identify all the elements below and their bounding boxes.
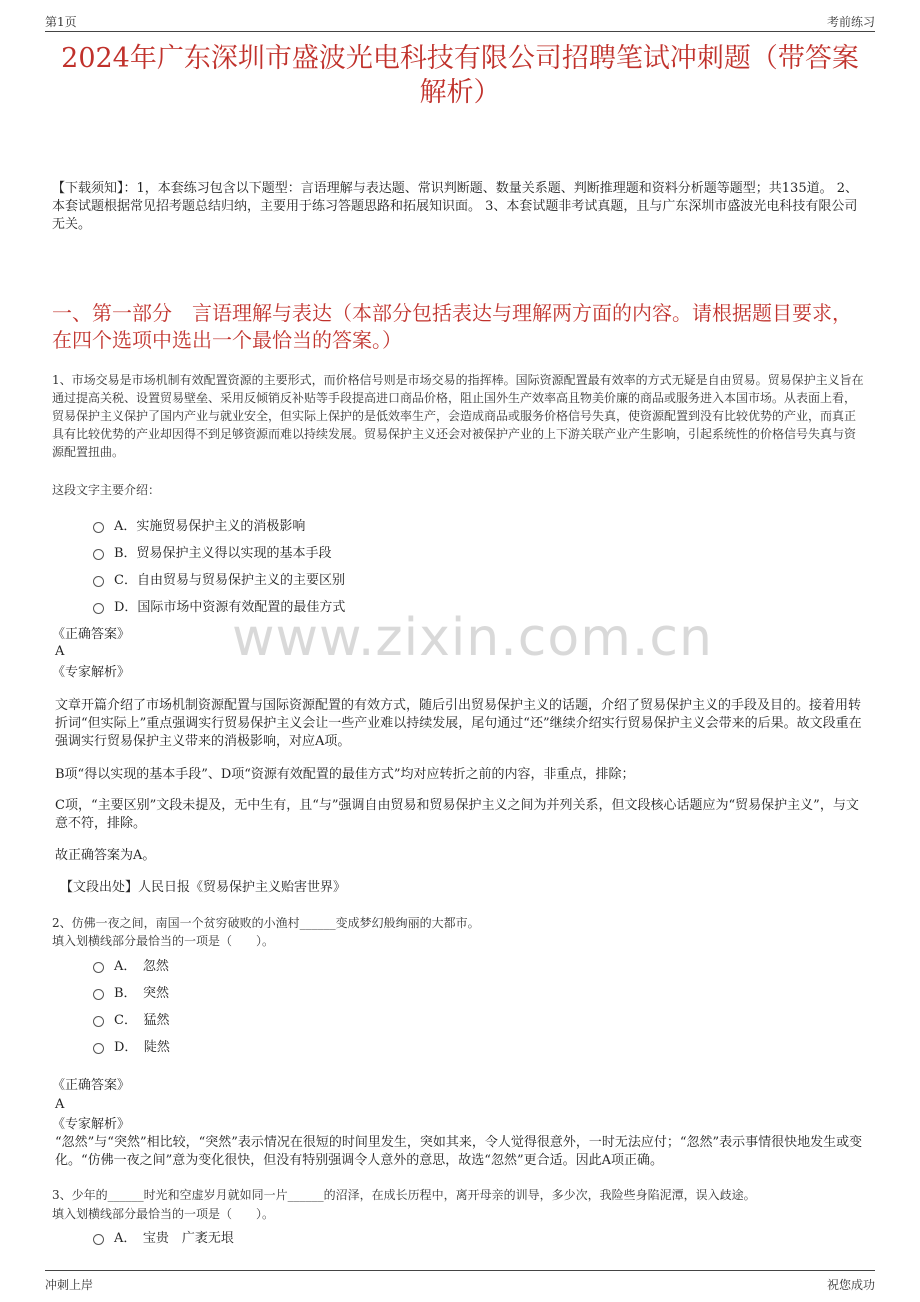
radio-icon[interactable] [93,1016,104,1027]
q3-option-a[interactable] [93,1227,234,1246]
q1-analysis-label: 《专家解析》 [52,665,131,680]
q1-analysis-3: C项，“主要区别”文段未提及，无中生有，且“与”强调自由贸易和贸易保护主义之间为并列关系，但文段核心话题应为“贸易保护主义”，与文意不符，排除。 [55,798,859,831]
q1-option-c[interactable] [93,569,345,588]
q1-answer-label: 《正确答案》 [52,627,131,642]
q1-source: 【文段出处】人民日报《贸易保护主义贻害世界》 [60,880,347,895]
radio-icon[interactable] [93,1043,104,1054]
q1-stem: 1、市场交易是市场机制有效配置资源的主要形式，而价格信号则是市场交易的指挥棒。国际资源配置最有效率的方式无疑是自由贸易。贸易保护主义旨在通过提高关税、设置贸易壁垒、采用反倾销反补贴等手段提高进口商品价格，阻止国外生产效率高且物美价廉的商品或服务进入本国市场。从表面上看，贸易保护主义保护了国内产业与就业安全，但实际上保护的是低效率生产，会造成商品或服务价格信号失真，使资源配置到没有比较优势的产业，而真正具有比较优势的产业却因得不到足够资源而难以持续发展。贸易保护主义还会对被保护产业的上下游关联产业产生影响，引起系统性的价格信号失真与资源配置扭曲。 [52,373,864,459]
q2-answer-label: 《正确答案》 [52,1078,131,1093]
option-label: A． 宝贵 广袤无垠 [114,1231,234,1246]
q1-analysis-2: B项“得以实现的基本手段”、D项“资源有效配置的最佳方式”均对应转折之前的内容，非重点，排除； [55,767,635,782]
page-header [45,11,875,32]
q1-question: 这段文字主要介绍： [52,483,161,497]
q2-option-b[interactable] [93,982,169,1001]
footer-left: 冲刺上岸 [45,1278,94,1292]
q2-option-a[interactable] [93,955,169,974]
option-label: B． 突然 [114,986,170,1001]
q3-instruction: 填入划横线部分最恰当的一项是（ ）。 [52,1207,275,1221]
q1-option-b[interactable] [93,542,332,561]
section-heading: 一、第一部分 言语理解与表达（本部分包括表达与理解两方面的内容。请根据题目要求，在四个选项中选出一个最恰当的答案。） [52,301,852,352]
option-label: D． 陡然 [114,1040,170,1055]
document-title: 2024年广东深圳市盛波光电科技有限公司招聘笔试冲刺题（带答案解析） [61,43,859,108]
option-label: D．国际市场中资源有效配置的最佳方式 [114,600,346,615]
radio-icon[interactable] [93,549,104,560]
q3-stem: 3、少年的______时光和空虚岁月就如同一片______的沼泽，在成长历程中，离开母亲的训导，多少次，我险些身陷泥潭，误入歧途。 [52,1188,756,1202]
q2-stem: 2、仿佛一夜之间，南国一个贫穷破败的小渔村______变成梦幻般绚丽的大都市。 [52,916,480,930]
download-notice: 【下载须知】：1，本套练习包含以下题型：言语理解与表达题、常识判断题、数量关系题、判断推理题和资料分析题等题型；共135道。 2、本套试题根据常见招考题总结归纳，主要用于练习答题思路和拓展知识面。 3、本套试题非考试真题，且与广东深圳市盛波光电科技有限公司无关。 [52,181,858,232]
option-label: B．贸易保护主义得以实现的基本手段 [114,546,332,561]
option-label: C． 猛然 [114,1013,170,1028]
radio-icon[interactable] [93,576,104,587]
page-footer [45,1270,875,1295]
radio-icon[interactable] [93,962,104,973]
q1-analysis-4: 故正确答案为A。 [55,848,156,863]
option-label: A．实施贸易保护主义的消极影响 [114,519,306,534]
radio-icon[interactable] [93,989,104,1000]
option-label: C．自由贸易与贸易保护主义的主要区别 [114,573,345,588]
header-tag: 考前练习 [826,15,875,29]
q2-option-d[interactable] [93,1036,170,1055]
watermark: www.zixin.com.cn [232,608,713,668]
footer-right: 祝您成功 [826,1278,875,1292]
q2-instruction: 填入划横线部分最恰当的一项是（ ）。 [52,934,275,948]
q1-option-a[interactable] [93,515,305,534]
page-number: 第1页 [45,15,77,29]
q1-answer: A [55,644,65,659]
radio-icon[interactable] [93,522,104,533]
q1-option-d[interactable] [93,596,345,615]
q1-analysis-1: 文章开篇介绍了市场机制资源配置与国际资源配置的有效方式，随后引出贸易保护主义的话题，介绍了贸易保护主义的手段及目的。接着用转折词“但实际上”重点强调实行贸易保护主义会让一些产业难以持续发展，尾句通过“还”继续介绍实行贸易保护主义会带来的后果。故文段重在强调实行贸易保护主义带来的消极影响，对应A项。 [55,698,862,749]
q2-analysis-label: 《专家解析》 [52,1117,131,1132]
q2-answer: A [55,1097,65,1112]
radio-icon[interactable] [93,603,104,614]
q2-analysis: “忽然”与“突然”相比较，“突然”表示情况在很短的时间里发生，突如其来，令人觉得很意外，一时无法应付；“忽然”表示事情很快地发生或变化。“仿佛一夜之间”意为变化很快，但没有特别强调令人意外的意思，故选“忽然”更合适。因此A项正确。 [55,1135,863,1168]
radio-icon[interactable] [93,1234,104,1245]
option-label: A． 忽然 [114,959,169,974]
q2-option-c[interactable] [93,1009,169,1028]
